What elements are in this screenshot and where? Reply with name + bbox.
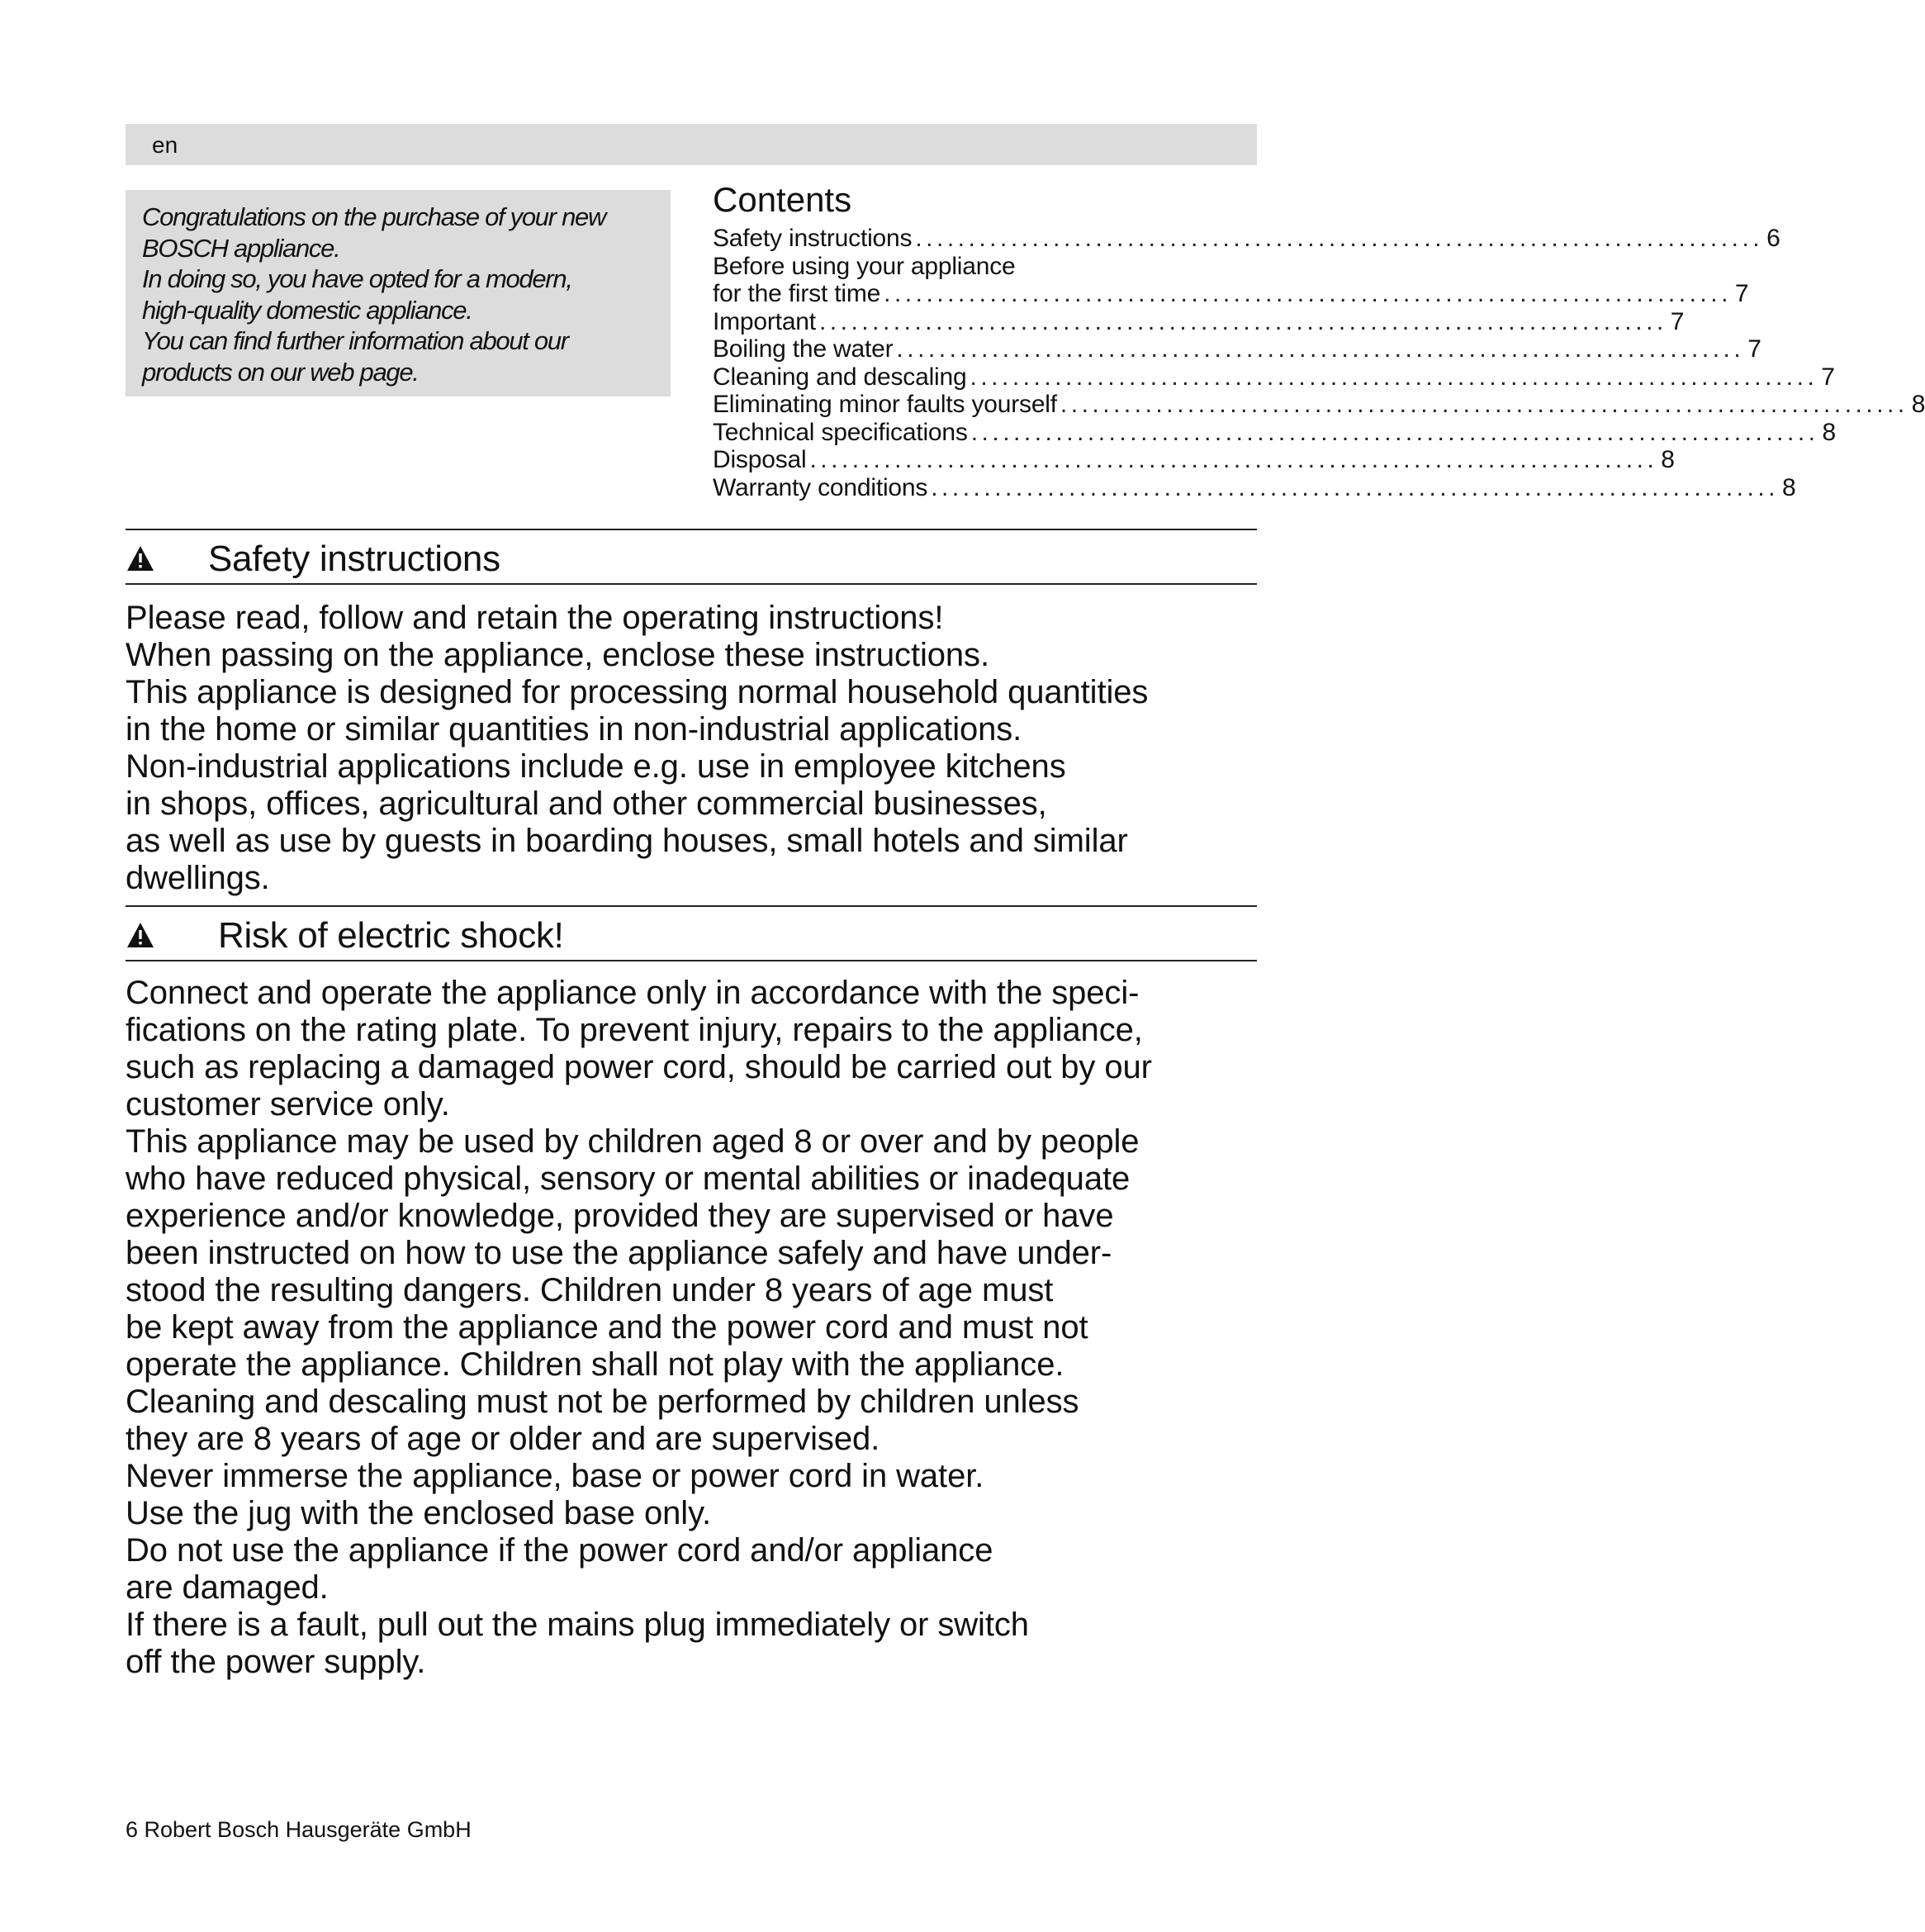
text-line: When passing on the appliance, enclose these instructions. — [126, 637, 989, 673]
toc-list — [713, 225, 1925, 501]
language-label: en — [152, 132, 178, 158]
toc-entry-title: Safety instructions — [713, 225, 913, 252]
text-line: Use the jug with the enclosed base only. — [126, 1495, 712, 1531]
text-line: operate the appliance. Children shall not play with the appliance. — [126, 1346, 1064, 1383]
text-line: Never immerse the appliance, base or power cord in water. — [126, 1458, 984, 1494]
toc-leader-dots: ................................................................................ — [896, 335, 1745, 363]
toc-leader-dots: ................................................................................ — [884, 280, 1732, 307]
toc-entry[interactable] — [713, 253, 1237, 281]
text-line: they are 8 years of age or older and are supervised. — [126, 1421, 880, 1457]
intro-box — [126, 190, 671, 396]
warning-icon — [126, 920, 155, 950]
intro-line: high-quality domestic appliance. — [142, 295, 472, 325]
toc-entry-title: Boiling the water — [713, 335, 894, 363]
toc-entry[interactable] — [713, 363, 1835, 392]
text-line: This appliance is designed for processing normal household quantities — [126, 674, 1149, 710]
intro-line: products on our web page. — [142, 357, 419, 387]
toc-entry[interactable] — [713, 335, 1761, 363]
text-line: dwellings. — [126, 860, 270, 896]
safety-text — [126, 600, 1282, 897]
toc-entry-title: Cleaning and descaling — [713, 363, 967, 391]
text-line: stood the resulting dangers. Children under 8 years of age must — [126, 1272, 1054, 1308]
toc-entry-page: 7 — [1734, 280, 1749, 307]
toc-entry-page: 7 — [1670, 307, 1685, 335]
toc-leader-dots: ................................................................................ — [931, 473, 1779, 501]
text-line: off the power supply. — [126, 1644, 426, 1680]
toc-entry-page: 8 — [1911, 391, 1925, 418]
toc-entry[interactable] — [713, 280, 1749, 308]
toc-entry[interactable] — [713, 225, 1780, 253]
table-of-contents — [713, 180, 1925, 501]
text-line: If there is a fault, pull out the mains plug immediately or switch — [126, 1607, 1029, 1643]
toc-leader-dots: ................................................................................ — [1060, 391, 1908, 418]
safety-heading: Safety instructions — [208, 539, 500, 579]
intro-line: In doing so, you have opted for a modern, — [142, 264, 572, 293]
text-line: such as replacing a damaged power cord, should be carried out by our — [126, 1049, 1152, 1085]
text-line: This appliance may be used by children aged 8 or over and by people — [126, 1123, 1140, 1160]
toc-entry-page: 8 — [1822, 418, 1836, 446]
toc-entry-title: for the first time — [713, 280, 881, 307]
language-bar — [126, 124, 1257, 165]
toc-entry-title: Disposal — [713, 446, 807, 473]
toc-leader-dots: ................................................................................ — [970, 418, 1819, 446]
toc-entry-page: 7 — [1821, 363, 1835, 391]
safety-heading-bar — [126, 529, 1257, 585]
toc-entry[interactable] — [713, 391, 1925, 419]
intro-text — [142, 202, 656, 387]
toc-entry-page: 6 — [1766, 225, 1780, 252]
toc-entry[interactable] — [713, 446, 1675, 474]
toc-leader-dots: ................................................................................ — [809, 446, 1658, 473]
toc-entry[interactable] — [713, 473, 1796, 502]
toc-leader-dots: ................................................................................ — [915, 225, 1764, 252]
text-line: in shops, offices, agricultural and other commercial businesses, — [126, 786, 1047, 822]
toc-entry-title: Warranty conditions — [713, 473, 928, 501]
toc-entry-title: Important — [713, 307, 816, 335]
warning-icon — [126, 544, 155, 573]
toc-entry-page: 7 — [1747, 335, 1761, 363]
text-line: in the home or similar quantities in non-industrial applications. — [126, 711, 1022, 748]
text-line: been instructed on how to use the appliance safely and have under- — [126, 1235, 1112, 1271]
shock-text — [126, 975, 1282, 1681]
text-line: fications on the rating plate. To prevent injury, repairs to the appliance, — [126, 1012, 1143, 1048]
toc-entry-page: 8 — [1661, 446, 1675, 473]
text-line: as well as use by guests in boarding houses, small hotels and similar — [126, 823, 1128, 859]
toc-entry-title: Technical specifications — [713, 418, 968, 446]
text-line: Please read, follow and retain the operating instructions! — [126, 600, 944, 636]
toc-leader-dots: ................................................................................ — [818, 307, 1667, 335]
text-line: Non-industrial applications include e.g. use in employee kitchens — [126, 748, 1066, 785]
text-line: Do not use the appliance if the power cord and/or appliance — [126, 1532, 993, 1569]
toc-leader-dots: ................................................................................ — [970, 363, 1818, 391]
contents-title: Contents — [713, 180, 852, 219]
text-line: experience and/or knowledge, provided they are supervised or have — [126, 1198, 1114, 1234]
shock-heading-bar — [126, 905, 1257, 961]
text-line: customer service only. — [126, 1086, 450, 1123]
toc-entry[interactable] — [713, 418, 1836, 447]
intro-line: BOSCH appliance. — [142, 233, 340, 263]
text-line: who have reduced physical, sensory or mental abilities or inadequate — [126, 1161, 1131, 1197]
intro-line: You can find further information about our — [142, 326, 568, 355]
toc-entry-title: Eliminating minor faults yourself — [713, 391, 1057, 418]
text-line: Connect and operate the appliance only in accordance with the speci- — [126, 975, 1140, 1011]
shock-heading: Risk of electric shock! — [218, 915, 564, 956]
intro-line: Congratulations on the purchase of your new — [142, 202, 606, 231]
toc-entry-page: 8 — [1782, 473, 1796, 501]
toc-entry-title: Before using your appliance — [713, 252, 1016, 280]
text-line: Cleaning and descaling must not be performed by children unless — [126, 1384, 1079, 1420]
text-line: be kept away from the appliance and the power cord and must not — [126, 1309, 1088, 1346]
page-footer: 6 Robert Bosch Hausgeräte GmbH — [126, 1817, 472, 1842]
toc-entry[interactable] — [713, 307, 1685, 336]
text-line: are damaged. — [126, 1569, 329, 1606]
